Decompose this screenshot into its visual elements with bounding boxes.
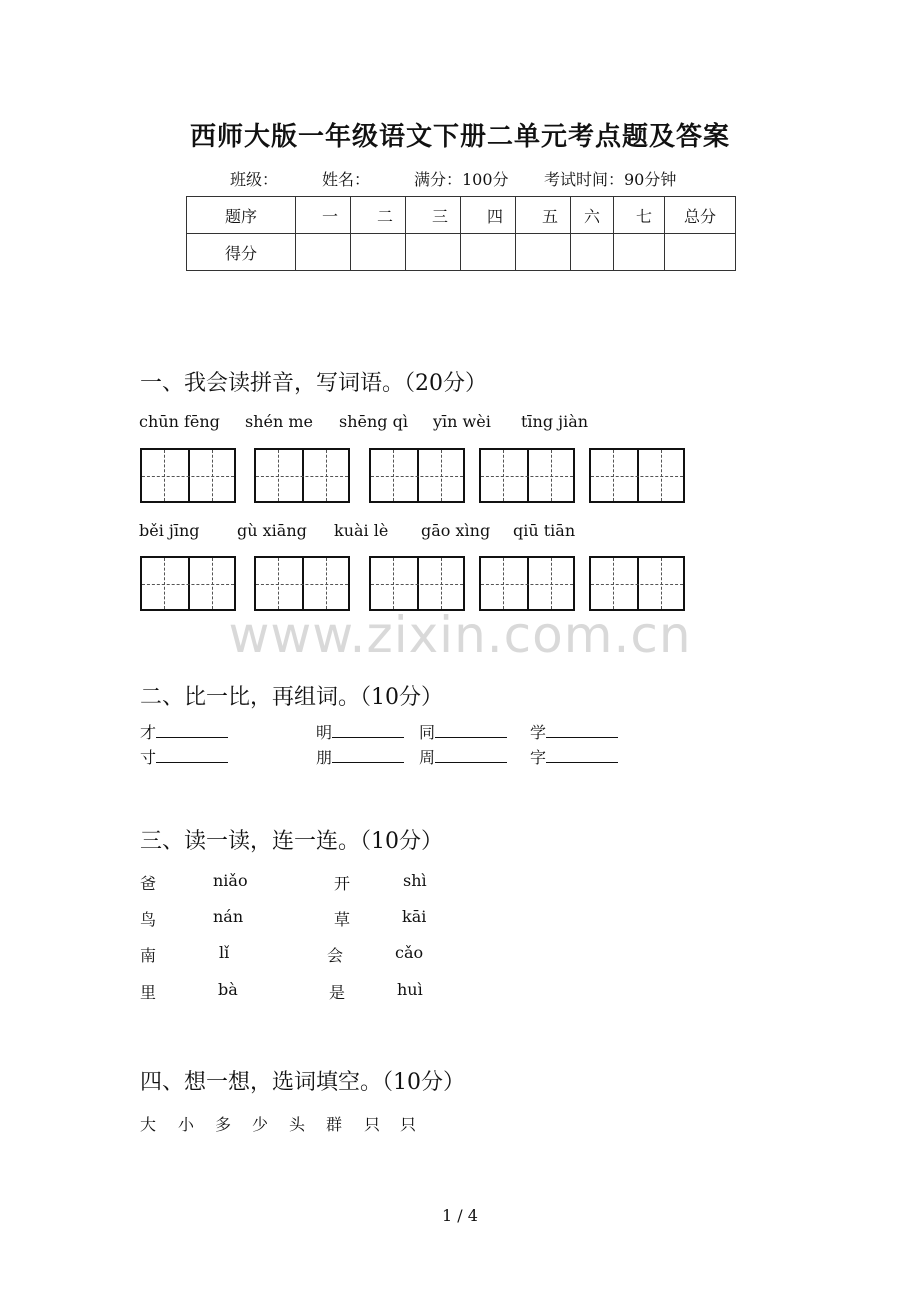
match-pinyin[interactable]: shì	[403, 871, 427, 890]
compare-item	[530, 745, 618, 768]
score-cell[interactable]	[665, 234, 736, 271]
match-pinyin[interactable]: nán	[213, 907, 244, 926]
compare-item	[140, 745, 228, 768]
section-4-heading: 四、想一想，选词填空。（10分）	[140, 1070, 465, 1095]
word-option: 少	[252, 1115, 269, 1134]
writing-box[interactable]	[140, 448, 236, 503]
pinyin: yīn wèi	[433, 412, 491, 431]
answer-blank[interactable]	[156, 725, 228, 738]
answer-blank[interactable]	[546, 750, 618, 763]
match-pinyin[interactable]: bà	[218, 980, 238, 999]
word-option: 只	[400, 1115, 417, 1134]
match-char[interactable]: 会	[327, 946, 344, 965]
compare-char: 明	[316, 723, 333, 742]
compare-item	[419, 720, 507, 743]
match-char[interactable]: 草	[334, 910, 351, 929]
answer-blank[interactable]	[435, 750, 507, 763]
compare-char: 同	[419, 723, 436, 742]
writing-box[interactable]	[479, 556, 575, 611]
header-cell: 五	[516, 197, 571, 234]
match-char[interactable]: 南	[140, 946, 157, 965]
match-char[interactable]: 爸	[140, 874, 157, 893]
match-pinyin[interactable]: cǎo	[395, 943, 424, 962]
word-option: 头	[289, 1115, 306, 1134]
full-score: 满分：100分	[414, 170, 509, 189]
compare-item	[316, 745, 404, 768]
pinyin: běi jīng	[139, 521, 200, 540]
score-cell[interactable]	[296, 234, 351, 271]
header-cell: 一	[296, 197, 351, 234]
pinyin: chūn fēng	[139, 412, 220, 431]
writing-box[interactable]	[254, 448, 350, 503]
answer-blank[interactable]	[332, 750, 404, 763]
writing-box[interactable]	[369, 448, 465, 503]
match-char[interactable]: 是	[329, 983, 346, 1002]
row-label: 得分	[187, 234, 296, 271]
word-option: 群	[326, 1115, 343, 1134]
header-cell: 六	[571, 197, 614, 234]
match-pinyin[interactable]: lǐ	[219, 943, 230, 962]
score-cell[interactable]	[351, 234, 406, 271]
word-option: 大	[140, 1115, 157, 1134]
writing-box[interactable]	[589, 448, 685, 503]
writing-box[interactable]	[140, 556, 236, 611]
writing-box[interactable]	[254, 556, 350, 611]
score-table-header-row	[187, 197, 736, 234]
writing-box[interactable]	[479, 448, 575, 503]
compare-item	[419, 745, 507, 768]
score-cell[interactable]	[406, 234, 461, 271]
match-char[interactable]: 里	[140, 983, 157, 1002]
compare-char: 朋	[316, 748, 333, 767]
writing-box[interactable]	[589, 556, 685, 611]
answer-blank[interactable]	[332, 725, 404, 738]
match-char[interactable]: 开	[334, 874, 351, 893]
class-label: 班级：	[230, 170, 279, 189]
watermark: www.zixin.com.cn	[228, 606, 692, 664]
header-cell: 三	[406, 197, 461, 234]
match-pinyin[interactable]: niǎo	[213, 871, 248, 890]
name-label: 姓名：	[322, 170, 371, 189]
header-cell: 总分	[665, 197, 736, 234]
match-pinyin[interactable]: kāi	[402, 907, 427, 926]
section-1-heading: 一、我会读拼音，写词语。（20分）	[140, 371, 487, 396]
compare-char: 字	[530, 748, 547, 767]
answer-blank[interactable]	[546, 725, 618, 738]
word-option: 多	[215, 1115, 232, 1134]
score-table-score-row	[187, 234, 736, 271]
pinyin: gù xiāng	[237, 521, 307, 540]
pinyin: gāo xìng	[421, 521, 491, 540]
header-cell: 七	[614, 197, 665, 234]
compare-item	[140, 720, 228, 743]
score-cell[interactable]	[516, 234, 571, 271]
pinyin: qiū tiān	[513, 521, 576, 540]
score-cell[interactable]	[571, 234, 614, 271]
pinyin: kuài lè	[334, 521, 389, 540]
compare-item	[316, 720, 404, 743]
section-2-heading: 二、比一比，再组词。（10分）	[140, 685, 443, 710]
compare-item	[530, 720, 618, 743]
score-cell[interactable]	[614, 234, 665, 271]
compare-char: 学	[530, 723, 547, 742]
page-title: 西师大版一年级语文下册二单元考点题及答案	[189, 122, 730, 152]
score-table	[186, 196, 736, 271]
writing-box[interactable]	[369, 556, 465, 611]
header-cell: 题序	[187, 197, 296, 234]
header-cell: 二	[351, 197, 406, 234]
exam-time: 考试时间：90分钟	[544, 170, 677, 189]
pinyin: shēng qì	[339, 412, 408, 431]
compare-char: 周	[419, 748, 436, 767]
header-cell: 四	[461, 197, 516, 234]
word-option: 小	[178, 1115, 195, 1134]
score-cell[interactable]	[461, 234, 516, 271]
match-char[interactable]: 鸟	[140, 910, 157, 929]
section-3-heading: 三、读一读，连一连。（10分）	[140, 829, 443, 854]
compare-char: 寸	[140, 748, 157, 767]
pinyin: shén me	[245, 412, 314, 431]
compare-char: 才	[140, 723, 157, 742]
answer-blank[interactable]	[435, 725, 507, 738]
page-number: 1 / 4	[442, 1206, 478, 1225]
word-option: 只	[364, 1115, 381, 1134]
answer-blank[interactable]	[156, 750, 228, 763]
pinyin: tīng jiàn	[521, 412, 589, 431]
match-pinyin[interactable]: huì	[397, 980, 423, 999]
